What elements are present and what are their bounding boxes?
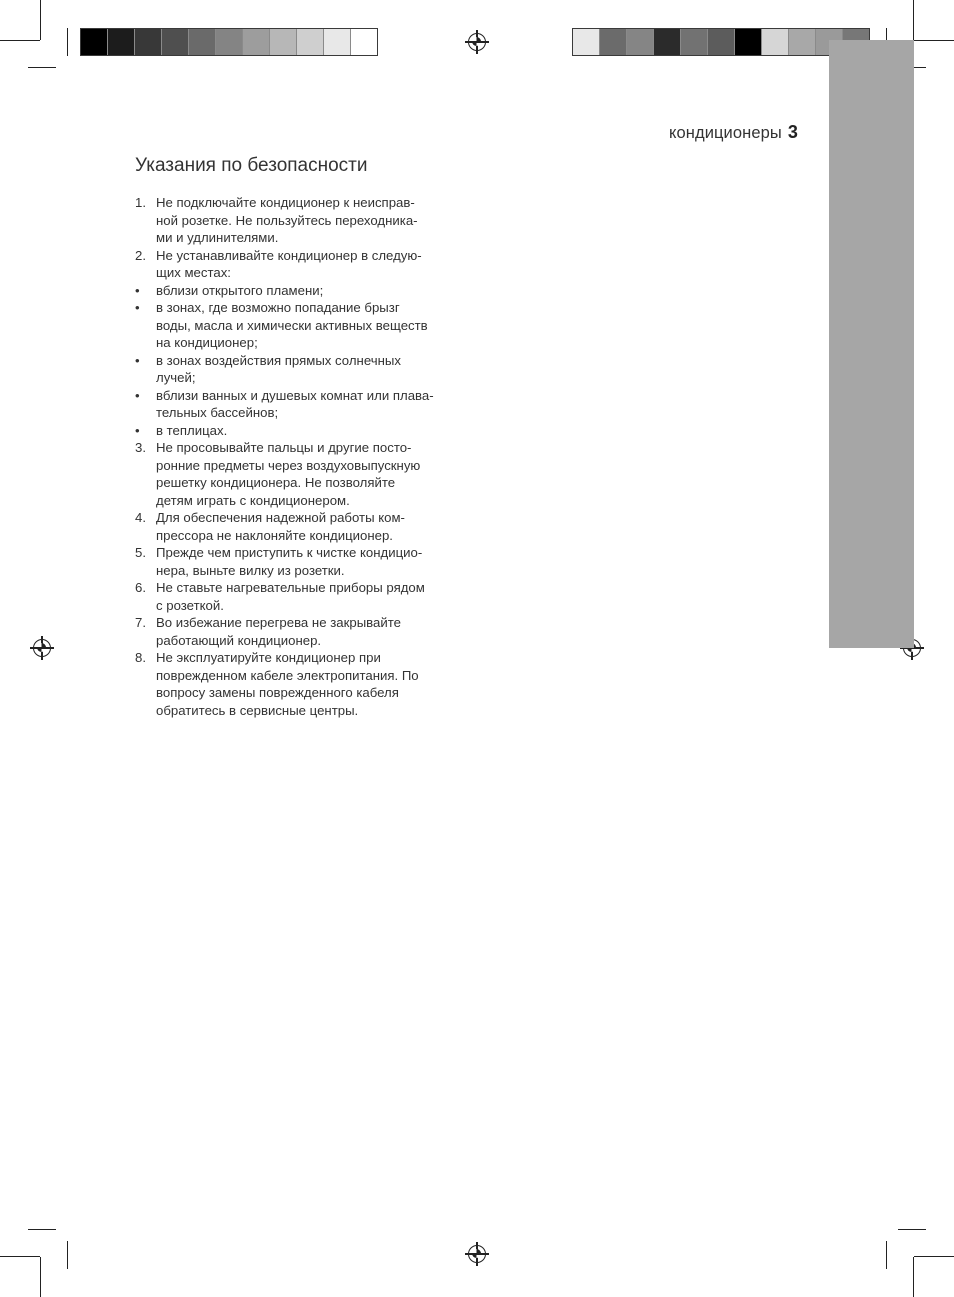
crop-mark [67, 1241, 68, 1269]
color-swatch [708, 29, 735, 55]
list-marker: • [135, 387, 140, 403]
crop-mark [886, 1241, 887, 1269]
color-swatch [108, 29, 135, 55]
crop-mark [28, 67, 56, 68]
list-item [135, 352, 465, 387]
color-swatch [297, 29, 324, 55]
color-swatch [789, 29, 816, 55]
list-item-text: Не ставьте нагревательные приборы рядом с розеткой. [156, 580, 425, 613]
list-marker: 3. [135, 440, 146, 455]
color-swatch [654, 29, 681, 55]
crop-mark [898, 1229, 926, 1230]
safety-list [135, 194, 465, 719]
crop-mark [40, 1257, 41, 1297]
list-item-text: Не устанавливайте кондиционер в следую- щих местах: [156, 247, 422, 280]
color-swatch [681, 29, 708, 55]
running-header [669, 122, 798, 143]
list-item-text: вблизи ванных и душевых комнат или плава- тельных бассейнов; [156, 387, 434, 420]
list-item [135, 247, 465, 282]
list-marker: 1. [135, 195, 146, 210]
color-swatch [600, 29, 627, 55]
color-swatch [162, 29, 189, 55]
list-marker: 7. [135, 615, 146, 630]
list-item [135, 282, 465, 300]
list-item-text: в теплицах. [156, 422, 228, 438]
list-item [135, 614, 465, 649]
list-item-text: Во избежание перегрева не закрывайте работающий кондиционер. [156, 615, 401, 648]
list-item [135, 544, 465, 579]
color-swatch [243, 29, 270, 55]
list-marker: • [135, 282, 140, 298]
registration-mark-icon [33, 639, 51, 657]
crop-mark [913, 0, 914, 40]
list-item [135, 509, 465, 544]
color-swatch [627, 29, 654, 55]
list-item-text: в зонах воздействия прямых солнечных лучей; [156, 352, 401, 385]
list-item [135, 649, 465, 719]
list-item [135, 299, 465, 352]
color-swatch [762, 29, 789, 55]
color-swatch [216, 29, 243, 55]
page-title: Указания по безопасности [135, 155, 368, 176]
list-marker: • [135, 352, 140, 368]
list-item-text: Не подключайте кондиционер к неисправ- ной розетке. Не пользуйтесь переходника- ми и удлинителями. [156, 195, 418, 245]
list-item [135, 387, 465, 422]
list-marker: • [135, 422, 140, 438]
list-marker: 6. [135, 580, 146, 595]
list-item-text: Не просовывайте пальцы и другие посто- ронние предметы через воздуховыпускную решетку кондиционера. Не позволяйте детям играть с кондиционером. [156, 440, 421, 508]
color-swatch [189, 29, 216, 55]
list-marker: 4. [135, 510, 146, 525]
color-swatch [270, 29, 297, 55]
crop-mark [914, 1256, 954, 1257]
calibration-strip-left [80, 28, 378, 56]
list-item [135, 194, 465, 247]
list-marker: • [135, 300, 140, 315]
registration-mark-icon [468, 1245, 486, 1263]
crop-mark [28, 1229, 56, 1230]
list-marker: 5. [135, 545, 146, 560]
list-item [135, 422, 465, 440]
page-number: 3 [787, 122, 798, 142]
list-item-text: Прежде чем приступить к чистке кондицио- нера, выньте вилку из розетки. [156, 545, 423, 578]
list-marker: 8. [135, 650, 146, 665]
crop-mark [914, 40, 954, 41]
list-marker: 2. [135, 247, 146, 263]
color-swatch [135, 29, 162, 55]
color-swatch [735, 29, 762, 55]
section-name: кондиционеры [668, 124, 782, 142]
registration-mark-icon [468, 33, 486, 51]
color-swatch [573, 29, 600, 55]
crop-mark [67, 28, 68, 56]
crop-mark [913, 1257, 914, 1297]
list-item-text: Для обеспечения надежной работы ком- прессора не наклоняйте кондиционер. [156, 510, 405, 543]
list-item-text: в зонах, где возможно попадание брызг воды, масла и химически активных веществ на кондиционер; [156, 300, 428, 350]
crop-mark [40, 0, 41, 40]
list-item [135, 439, 465, 509]
list-item-text: Не эксплуатируйте кондиционер при поврежденном кабеле электропитания. По вопросу замены поврежденного кабеля обратитесь в сервисные центры. [156, 650, 419, 718]
crop-mark [0, 40, 40, 41]
list-item [135, 579, 465, 614]
crop-mark [0, 1256, 40, 1257]
list-item-text: вблизи открытого пламени; [156, 282, 324, 298]
calibration-strip-right [572, 28, 870, 56]
color-swatch [351, 29, 377, 55]
color-swatch [81, 29, 108, 55]
color-swatch [324, 29, 351, 55]
side-tab [829, 40, 914, 648]
